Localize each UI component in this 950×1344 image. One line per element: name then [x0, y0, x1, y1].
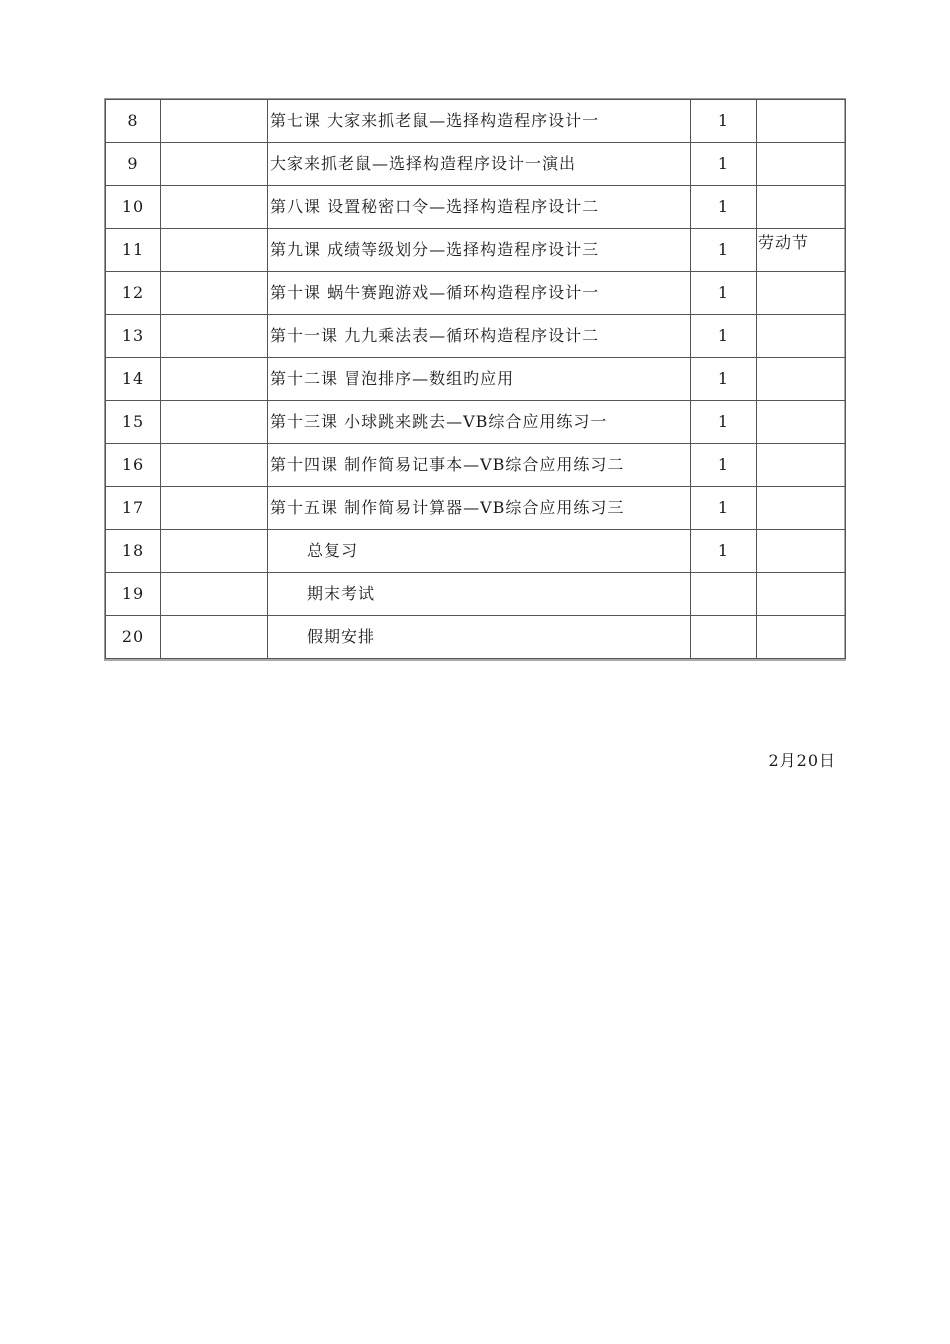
- schedule-table: [104, 98, 846, 661]
- topic-cell: [161, 272, 268, 315]
- lesson-note: [757, 401, 846, 444]
- lesson-title: 第八课 设置秘密口令—选择构造程序设计二: [268, 186, 691, 229]
- lesson-note: [757, 272, 846, 315]
- lesson-hours: 1: [691, 143, 757, 186]
- topic-cell: [161, 229, 268, 272]
- lesson-hours: 1: [691, 186, 757, 229]
- lesson-hours: 1: [691, 487, 757, 530]
- lesson-note: [757, 358, 846, 401]
- lesson-title: 总复习: [268, 530, 691, 573]
- document-date: 2月20日: [768, 751, 836, 770]
- week-number: 16: [106, 444, 161, 487]
- topic-cell: [161, 315, 268, 358]
- schedule-grid: [105, 99, 846, 659]
- table-row: [106, 100, 846, 143]
- topic-cell: [161, 186, 268, 229]
- lesson-note: [757, 487, 846, 530]
- lesson-hours: 1: [691, 229, 757, 272]
- lesson-title: 第十三课 小球跳来跳去—VB综合应用练习一: [268, 401, 691, 444]
- lesson-hours: [691, 573, 757, 616]
- topic-cell: [161, 100, 268, 143]
- lesson-title: 第十二课 冒泡排序—数组旳应用: [268, 358, 691, 401]
- week-number: 18: [106, 530, 161, 573]
- lesson-title: 大家来抓老鼠—选择构造程序设计一演出: [268, 143, 691, 186]
- lesson-hours: 1: [691, 530, 757, 573]
- lesson-hours: 1: [691, 272, 757, 315]
- table-row: [106, 616, 846, 659]
- week-number: 15: [106, 401, 161, 444]
- table-row: [106, 573, 846, 616]
- lesson-title: 第十课 蜗牛赛跑游戏—循环构造程序设计一: [268, 272, 691, 315]
- topic-cell: [161, 143, 268, 186]
- week-number: 17: [106, 487, 161, 530]
- table-row: [106, 315, 846, 358]
- week-number: 8: [106, 100, 161, 143]
- topic-cell: [161, 358, 268, 401]
- lesson-note: [757, 444, 846, 487]
- table-row: [106, 401, 846, 444]
- lesson-hours: 1: [691, 358, 757, 401]
- lesson-note: [757, 530, 846, 573]
- lesson-hours: 1: [691, 100, 757, 143]
- topic-cell: [161, 401, 268, 444]
- schedule-body: [106, 100, 846, 659]
- lesson-title: 第十五课 制作简易计算器—VB综合应用练习三: [268, 487, 691, 530]
- topic-cell: [161, 530, 268, 573]
- topic-cell: [161, 573, 268, 616]
- lesson-hours: [691, 616, 757, 659]
- table-row: [106, 444, 846, 487]
- week-number: 14: [106, 358, 161, 401]
- lesson-note: [757, 186, 846, 229]
- week-number: 9: [106, 143, 161, 186]
- table-row: [106, 229, 846, 272]
- lesson-note: [757, 315, 846, 358]
- lesson-note: 劳动节: [757, 229, 846, 272]
- week-number: 13: [106, 315, 161, 358]
- week-number: 11: [106, 229, 161, 272]
- table-row: [106, 143, 846, 186]
- lesson-hours: 1: [691, 444, 757, 487]
- lesson-title: 第十四课 制作简易记事本—VB综合应用练习二: [268, 444, 691, 487]
- week-number: 20: [106, 616, 161, 659]
- lesson-title: 第七课 大家来抓老鼠—选择构造程序设计一: [268, 100, 691, 143]
- table-row: [106, 186, 846, 229]
- topic-cell: [161, 616, 268, 659]
- table-row: [106, 530, 846, 573]
- lesson-note: [757, 616, 846, 659]
- lesson-hours: 1: [691, 401, 757, 444]
- lesson-hours: 1: [691, 315, 757, 358]
- table-row: [106, 358, 846, 401]
- table-row: [106, 272, 846, 315]
- lesson-note: [757, 143, 846, 186]
- topic-cell: [161, 487, 268, 530]
- lesson-title: 期末考试: [268, 573, 691, 616]
- lesson-title: 第九课 成绩等级划分—选择构造程序设计三: [268, 229, 691, 272]
- week-number: 19: [106, 573, 161, 616]
- lesson-title: 第十一课 九九乘法表—循环构造程序设计二: [268, 315, 691, 358]
- week-number: 10: [106, 186, 161, 229]
- table-row: [106, 487, 846, 530]
- lesson-title: 假期安排: [268, 616, 691, 659]
- week-number: 12: [106, 272, 161, 315]
- lesson-note: [757, 573, 846, 616]
- lesson-note: [757, 100, 846, 143]
- topic-cell: [161, 444, 268, 487]
